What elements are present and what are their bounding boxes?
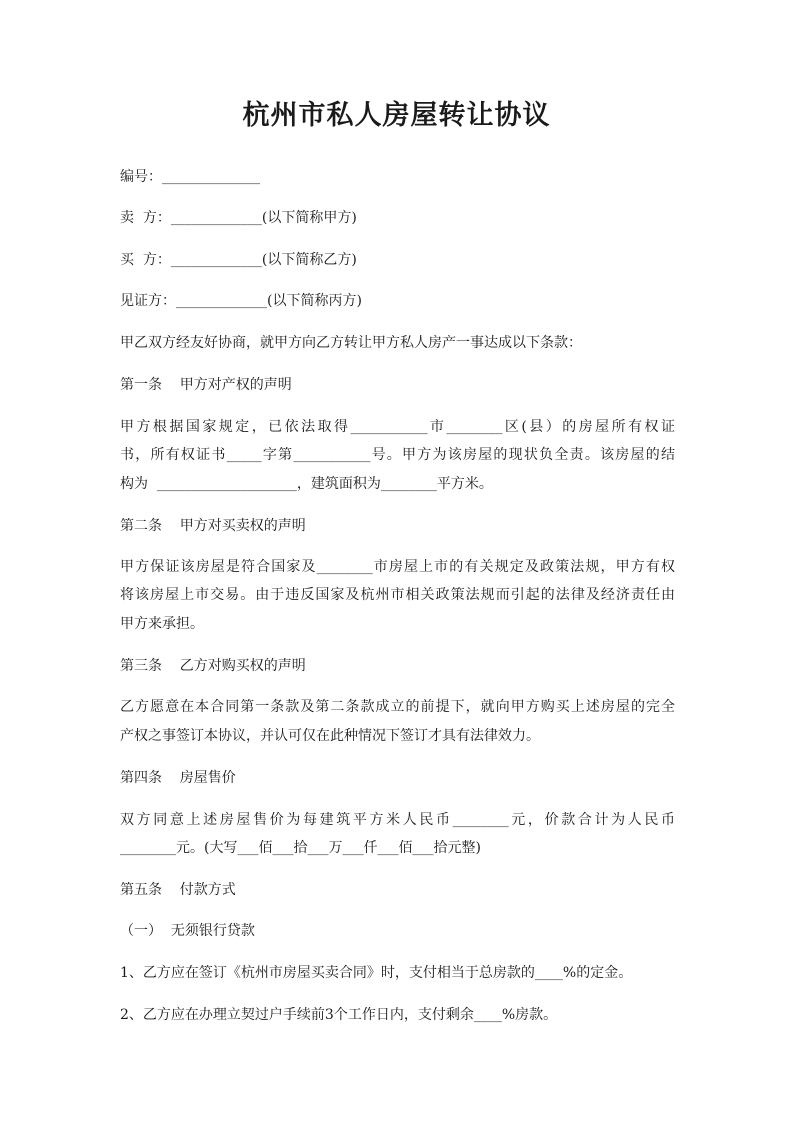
article-4-heading: 第四条 房屋售价	[120, 770, 236, 786]
article-1-line: 构为 ____________________，建筑面积为________平方米。	[120, 476, 493, 492]
article-2-line: 甲方来承担。	[120, 616, 204, 632]
article-1-line: 甲方根据国家规定，已依法取得___________市________区(县）的房屋所有权证	[120, 419, 675, 435]
article-5-item: 1、乙方应在签订《杭州市房屋买卖合同》时，支付相当于总房款的____%的定金。	[120, 965, 633, 981]
article-3-line: 产权之事签订本协议，并认可仅在此种情况下签订才具有法律效力。	[120, 728, 540, 744]
article-4-line: ________元。(大写___佰___拾___万___仟___佰___拾元整)	[120, 840, 481, 856]
article-2-line: 将该房屋上市交易。由于违反国家及杭州市相关政策法规而引起的法律及经济责任由	[120, 587, 675, 603]
contract-number-line: 编号：______________	[120, 169, 260, 185]
article-5-heading: 第五条 付款方式	[120, 882, 236, 898]
article-3-heading: 第三条 乙方对购买权的声明	[120, 658, 306, 674]
article-2-heading: 第二条 甲方对买卖权的声明	[120, 518, 306, 534]
document-title: 杭州市私人房屋转让协议	[242, 100, 551, 131]
article-1-line: 书，所有权证书_____字第___________号。甲方为该房屋的现状负全责。该房屋的结	[120, 447, 675, 463]
intro-paragraph: 甲乙双方经友好协商，就甲方向乙方转让甲方私人房产一事达成以下条款：	[120, 335, 582, 351]
article-1-heading: 第一条 甲方对产权的声明	[120, 377, 292, 393]
article-3-line: 乙方愿意在本合同第一条款及第二条款成立的前提下，就向甲方购买上述房屋的完全	[120, 699, 675, 715]
buyer-line: 买 方：_____________(以下简称乙方)	[120, 252, 357, 268]
article-5-subheading: （一） 无须银行贷款	[120, 923, 255, 939]
article-4-line: 双方同意上述房屋售价为每建筑平方米人民币________元，价款合计为人民币	[120, 812, 675, 828]
article-2-line: 甲方保证该房屋是符合国家及________市房屋上市的有关规定及政策法规，甲方有权	[120, 559, 675, 575]
article-5-item: 2、乙方应在办理立契过户手续前3个工作日内，支付剩余____%房款。	[120, 1007, 558, 1023]
witness-line: 见证方：_____________(以下简称丙方)	[120, 293, 362, 309]
seller-line: 卖 方：_____________(以下简称甲方)	[120, 210, 357, 226]
